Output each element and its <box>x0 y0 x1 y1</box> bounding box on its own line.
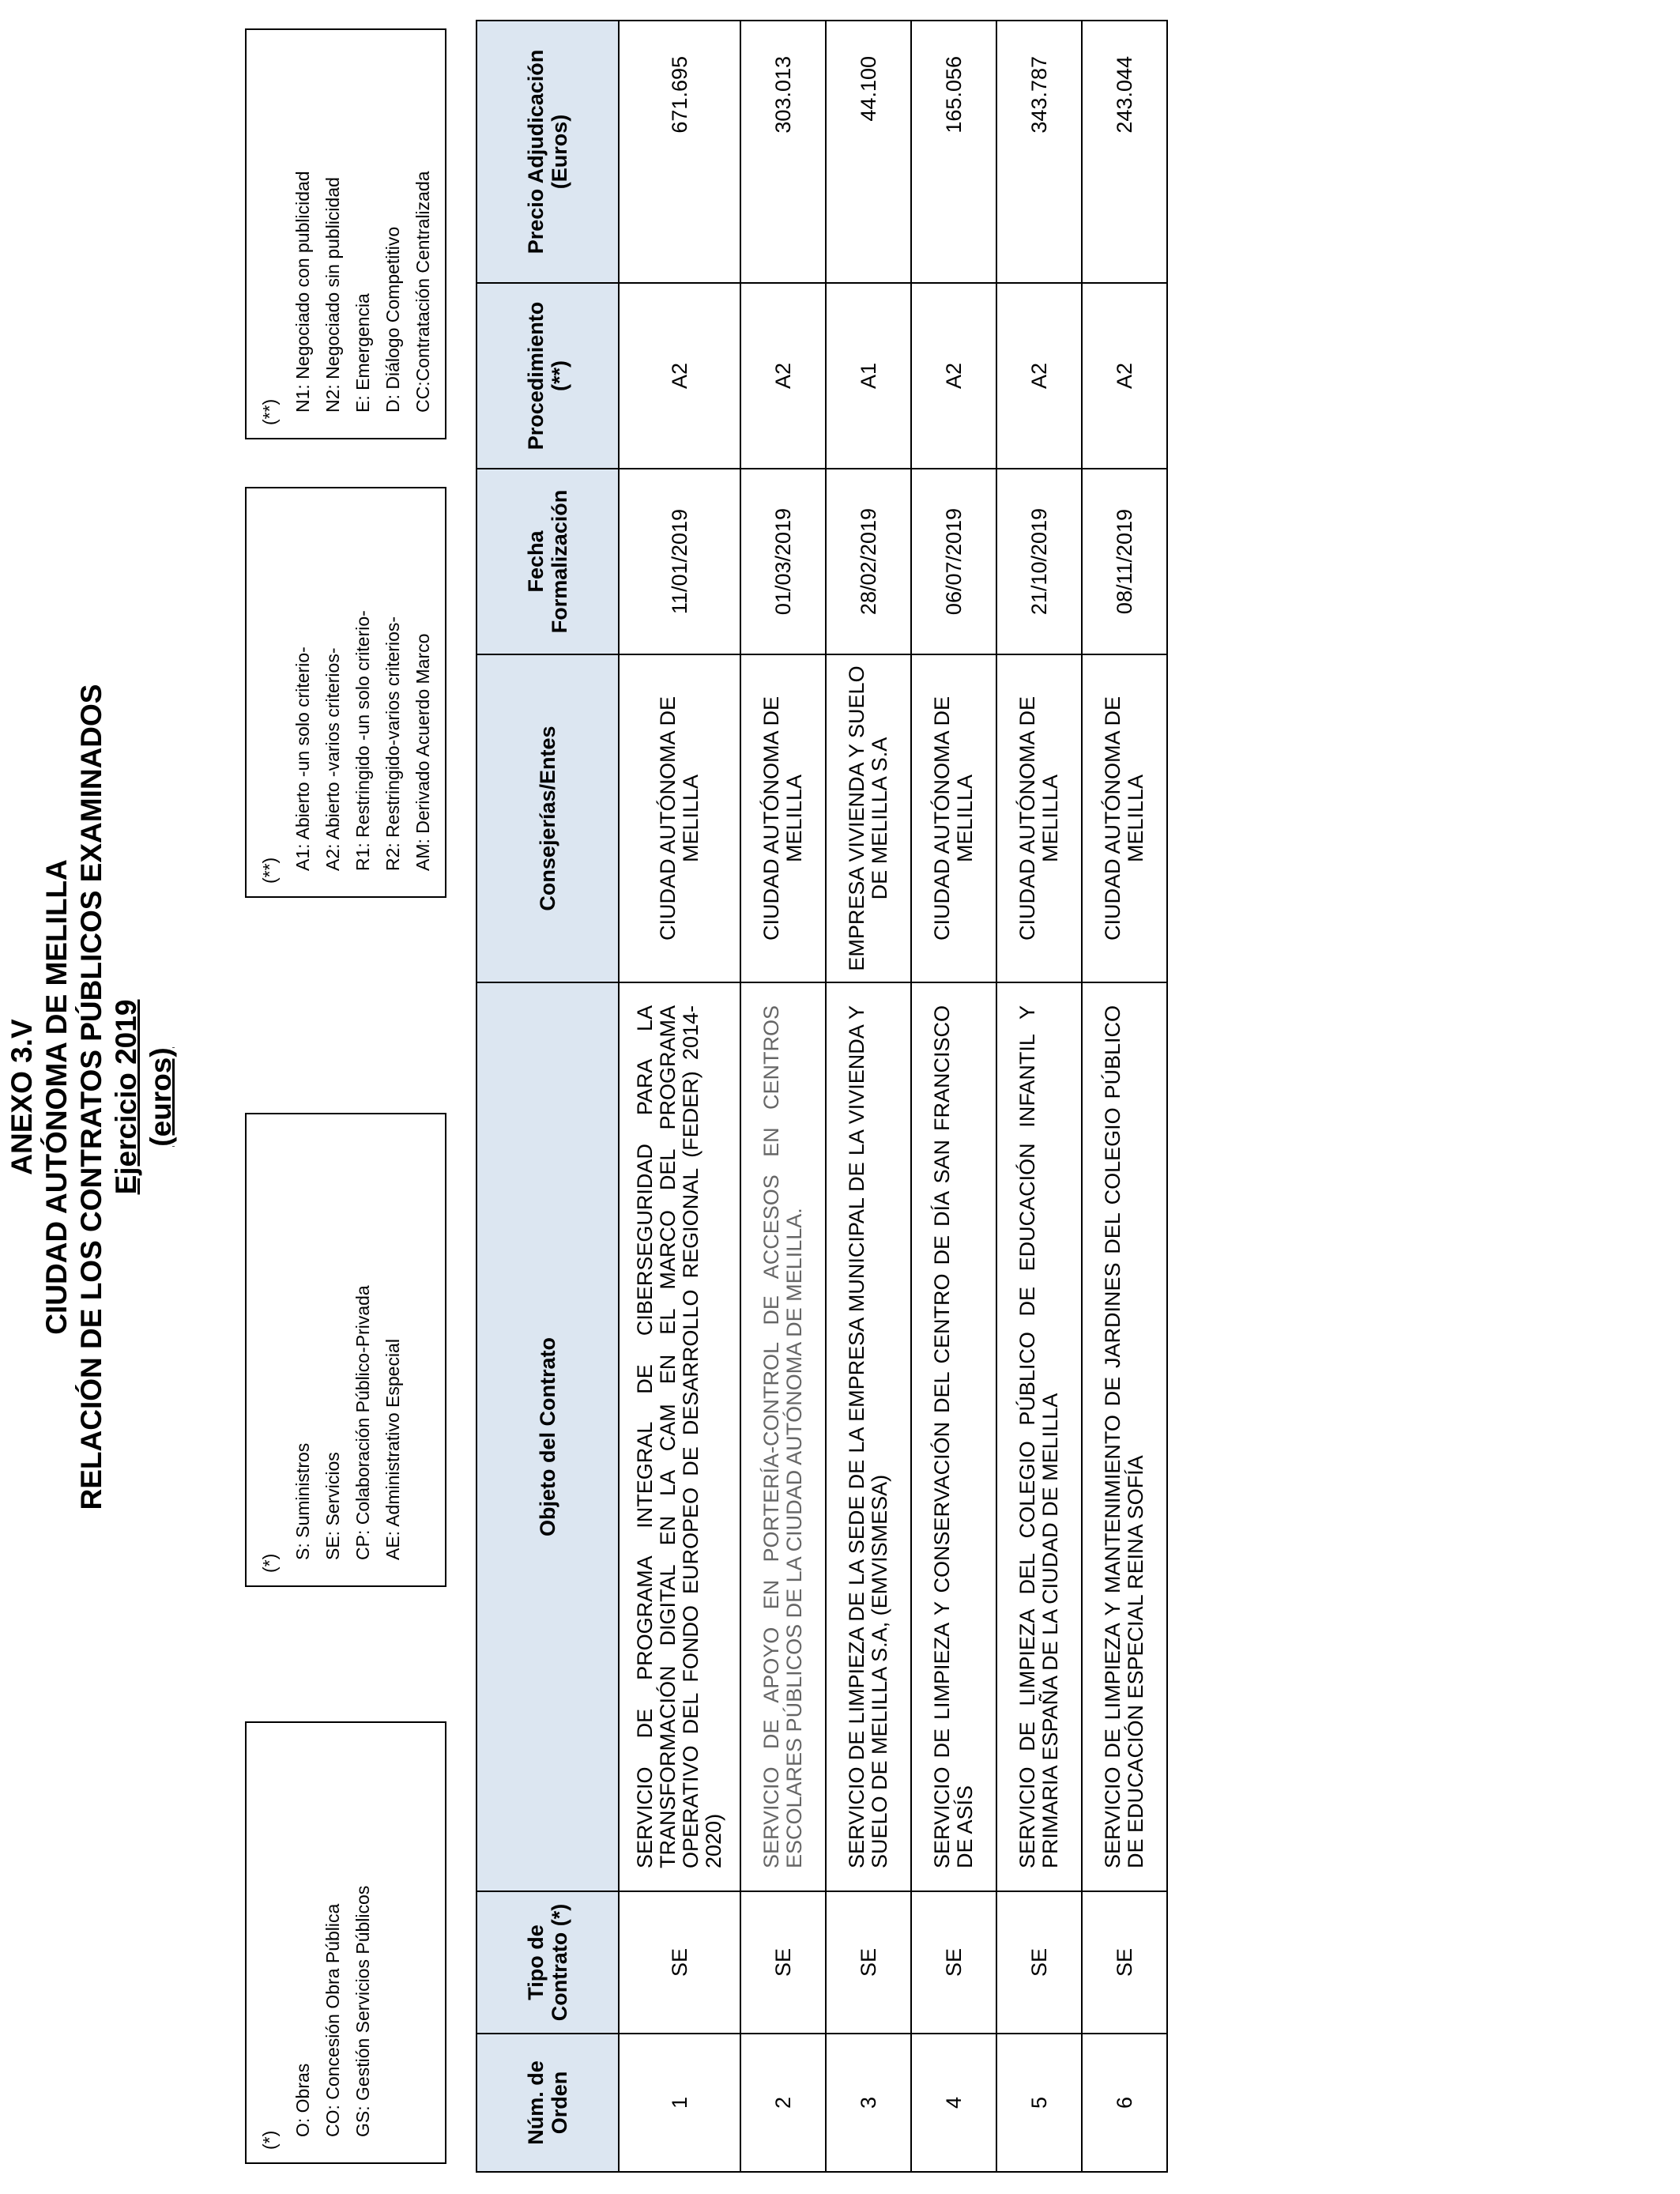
cell-objeto: SERVICIO DE LIMPIEZA Y MANTENIMIENTO DE JARDINES DEL COLEGIO PÚBLICO DE EDUCACIÓN ESPECIAL REINA SOFÍA <box>1082 982 1167 1891</box>
legend-item: R2: Restringido-varios criterios- <box>382 616 403 871</box>
legend-item: CO: Concesión Obra Pública <box>322 1903 343 2137</box>
cell-procedimiento: A1 <box>826 283 911 469</box>
cell-precio: 165.056 <box>911 21 996 283</box>
cell-objeto: SERVICIO DE LIMPIEZA Y CONSERVACIÓN DEL CENTRO DE DÍA SAN FRANCISCO DE ASÍS <box>911 982 996 1891</box>
table-row <box>740 21 826 2172</box>
legend-item: D: Diálogo Competitivo <box>382 226 403 413</box>
cell-num: 5 <box>996 2034 1082 2172</box>
cell-tipo: SE <box>1082 1891 1167 2034</box>
header-procedimiento: Procedimiento (**) <box>477 283 619 469</box>
cell-fecha: 08/11/2019 <box>1082 469 1167 654</box>
header-precio: Precio Adjudicación (Euros) <box>477 21 619 283</box>
legend-item: E: Emergencia <box>352 293 373 413</box>
header-tipo: Tipo de Contrato (*) <box>477 1891 619 2034</box>
legend-item: CP: Colaboración Público-Privada <box>352 1285 373 1560</box>
contracts-table <box>476 20 1168 2173</box>
cell-tipo: SE <box>619 1891 740 2034</box>
cell-procedimiento: A2 <box>619 283 740 469</box>
cell-fecha: 11/01/2019 <box>619 469 740 654</box>
cell-tipo: SE <box>996 1891 1082 2034</box>
cell-num: 3 <box>826 2034 911 2172</box>
header-objeto: Objeto del Contrato <box>477 982 619 1891</box>
cell-procedimiento: A2 <box>1082 283 1167 469</box>
cell-consejerias: CIUDAD AUTÓNOMA DE MELILLA <box>996 654 1082 982</box>
header-num: Núm. de Orden <box>477 2034 619 2172</box>
cell-consejerias: CIUDAD AUTÓNOMA DE MELILLA <box>740 654 826 982</box>
cell-procedimiento: A2 <box>996 283 1082 469</box>
legend-item: N2: Negociado sin publicidad <box>322 177 343 413</box>
legend-item: A2: Abierto -varios criterios- <box>322 647 343 871</box>
legend-item: N1: Negociado con publicidad <box>292 171 313 413</box>
cell-precio: 243.044 <box>1082 21 1167 283</box>
cell-consejerias: CIUDAD AUTÓNOMA DE MELILLA <box>619 654 740 982</box>
table-row <box>619 21 740 2172</box>
legend-item: GS: Gestión Servicios Públicos <box>352 1885 373 2137</box>
legend-contract-types-1 <box>245 1721 446 2164</box>
fiscal-year: Ejercicio 2019 <box>110 999 142 1195</box>
legend-mark: (**) <box>259 398 280 425</box>
legend-item: SE: Servicios <box>322 1452 343 1560</box>
currency-unit: (euros) <box>145 1047 177 1147</box>
table-row <box>1082 21 1167 2172</box>
cell-objeto: SERVICIO DE LIMPIEZA DEL COLEGIO PÚBLICO DE EDUCACIÓN INFANTIL Y PRIMARIA ESPAÑA DE LA CIUDAD DE MELILLA <box>996 982 1082 1891</box>
entity-name: CIUDAD AUTÓNOMA DE MELILLA <box>40 859 73 1335</box>
legend-procedures-1 <box>245 487 446 898</box>
cell-precio: 303.013 <box>740 21 826 283</box>
cell-num: 6 <box>1082 2034 1167 2172</box>
cell-num: 2 <box>740 2034 826 2172</box>
cell-precio: 44.100 <box>826 21 911 283</box>
legend-item: A1: Abierto -un solo criterio- <box>292 647 313 871</box>
cell-num: 4 <box>911 2034 996 2172</box>
legend-mark: (*) <box>259 1553 280 1573</box>
cell-objeto: SERVICIO DE LIMPIEZA DE LA SEDE DE LA EMPRESA MUNICIPAL DE LA VIVIENDA Y SUELO DE MELILLA S.A, (EMVISMESA) <box>826 982 911 1891</box>
legend-mark: (**) <box>259 857 280 884</box>
table-row <box>996 21 1082 2172</box>
legend-mark: (*) <box>259 2130 280 2150</box>
cell-procedimiento: A2 <box>911 283 996 469</box>
cell-fecha: 01/03/2019 <box>740 469 826 654</box>
cell-procedimiento: A2 <box>740 283 826 469</box>
cell-objeto: SERVICIO DE PROGRAMA INTEGRAL DE CIBERSEGURIDAD PARA LA TRANSFORMACIÓN DIGITAL EN LA CAM EN EL MARCO DEL PROGRAMA OPERATIVO DEL FONDO EUROPEO DE DESARROLLO REGIONAL (FEDER) 2014-2020) <box>619 982 740 1891</box>
legend-item: AM: Derivado Acuerdo Marco <box>412 633 433 871</box>
title-block <box>5 0 179 2194</box>
table-row <box>826 21 911 2172</box>
legend-item: AE: Administrativo Especial <box>382 1339 403 1560</box>
annex-number: ANEXO 3.V <box>6 1019 38 1175</box>
legend-procedures-2 <box>245 28 446 439</box>
cell-fecha: 21/10/2019 <box>996 469 1082 654</box>
cell-num: 1 <box>619 2034 740 2172</box>
legend-item: R1: Restringido -un solo criterio- <box>352 610 373 871</box>
legend-contract-types-2 <box>245 1113 446 1587</box>
legend-item: CC:Contratación Centralizada <box>412 171 433 413</box>
cell-consejerias: CIUDAD AUTÓNOMA DE MELILLA <box>1082 654 1167 982</box>
cell-tipo: SE <box>740 1891 826 2034</box>
cell-tipo: SE <box>911 1891 996 2034</box>
legend-item: S: Suministros <box>292 1442 313 1560</box>
cell-fecha: 06/07/2019 <box>911 469 996 654</box>
cell-precio: 343.787 <box>996 21 1082 283</box>
report-title: RELACIÓN DE LOS CONTRATOS PÚBLICOS EXAMINADOS <box>75 684 107 1510</box>
cell-precio: 671.695 <box>619 21 740 283</box>
header-fecha: Fecha Formalización <box>477 469 619 654</box>
cell-objeto: SERVICIO DE APOYO EN PORTERÍA-CONTROL DE ACCESOS EN CENTROS ESCOLARES PÚBLICOS DE LA CIUDAD AUTÓNOMA DE MELILLA. <box>740 982 826 1891</box>
table-header-row <box>477 21 619 2172</box>
table-row <box>911 21 996 2172</box>
header-consejerias: Consejerías/Entes <box>477 654 619 982</box>
cell-fecha: 28/02/2019 <box>826 469 911 654</box>
cell-consejerias: CIUDAD AUTÓNOMA DE MELILLA <box>911 654 996 982</box>
legend-item: O: Obras <box>292 2063 313 2137</box>
cell-tipo: SE <box>826 1891 911 2034</box>
cell-consejerias: EMPRESA VIVIENDA Y SUELO DE MELILLA S.A <box>826 654 911 982</box>
